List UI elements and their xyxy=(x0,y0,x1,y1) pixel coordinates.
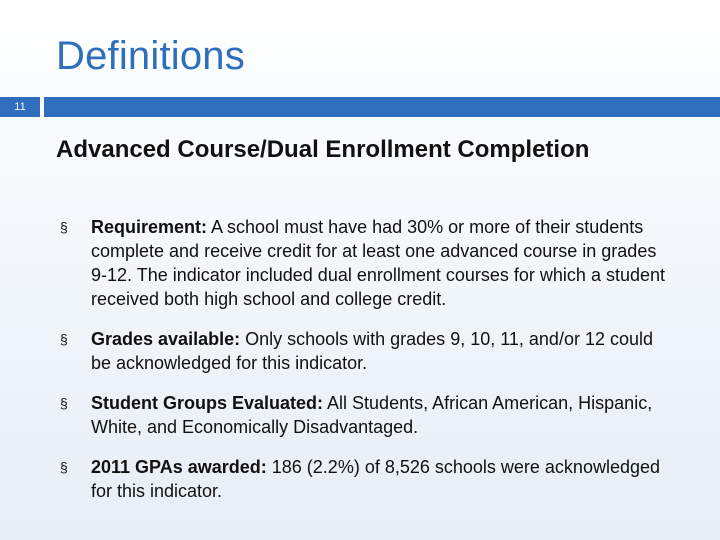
bullet-label: Grades available: xyxy=(91,329,241,349)
square-bullet-icon: § xyxy=(60,219,68,235)
bullet-text xyxy=(91,215,670,311)
bullet-label: 2011 GPAs awarded: xyxy=(91,457,267,477)
bullet-text xyxy=(91,391,670,439)
bullet-body: All Students, African American, Hispanic, White, and Economically Disadvantaged. xyxy=(91,393,653,437)
bullet-text xyxy=(91,455,670,503)
bullet-item-student-groups xyxy=(60,391,670,439)
square-bullet-icon: § xyxy=(60,459,68,475)
bullet-body: A school must have had 30% or more of their students complete and receive credit for at least one advanced course in grades 9-12. The indicator included dual enrollment courses for which a student received both high school and college credit. xyxy=(91,217,665,309)
slide-title: Definitions xyxy=(56,34,245,78)
bullet-list xyxy=(60,215,670,519)
bullet-body: Only schools with grades 9, 10, 11, and/or 12 could be acknowledged for this indicator. xyxy=(91,329,654,373)
bullet-item-gpas-awarded xyxy=(60,455,670,503)
bullet-item-grades-available xyxy=(60,327,670,375)
bullet-label: Requirement: xyxy=(91,217,208,237)
square-bullet-icon: § xyxy=(60,395,68,411)
square-bullet-icon: § xyxy=(60,331,68,347)
page-number: 11 xyxy=(0,97,40,117)
title-divider-bar xyxy=(44,97,720,117)
bullet-text xyxy=(91,327,670,375)
section-heading: Advanced Course/Dual Enrollment Completion xyxy=(56,136,590,163)
bullet-item-requirement xyxy=(60,215,670,311)
bullet-body: 186 (2.2%) of 8,526 schools were acknowledged for this indicator. xyxy=(91,457,661,501)
bullet-label: Student Groups Evaluated: xyxy=(91,393,324,413)
